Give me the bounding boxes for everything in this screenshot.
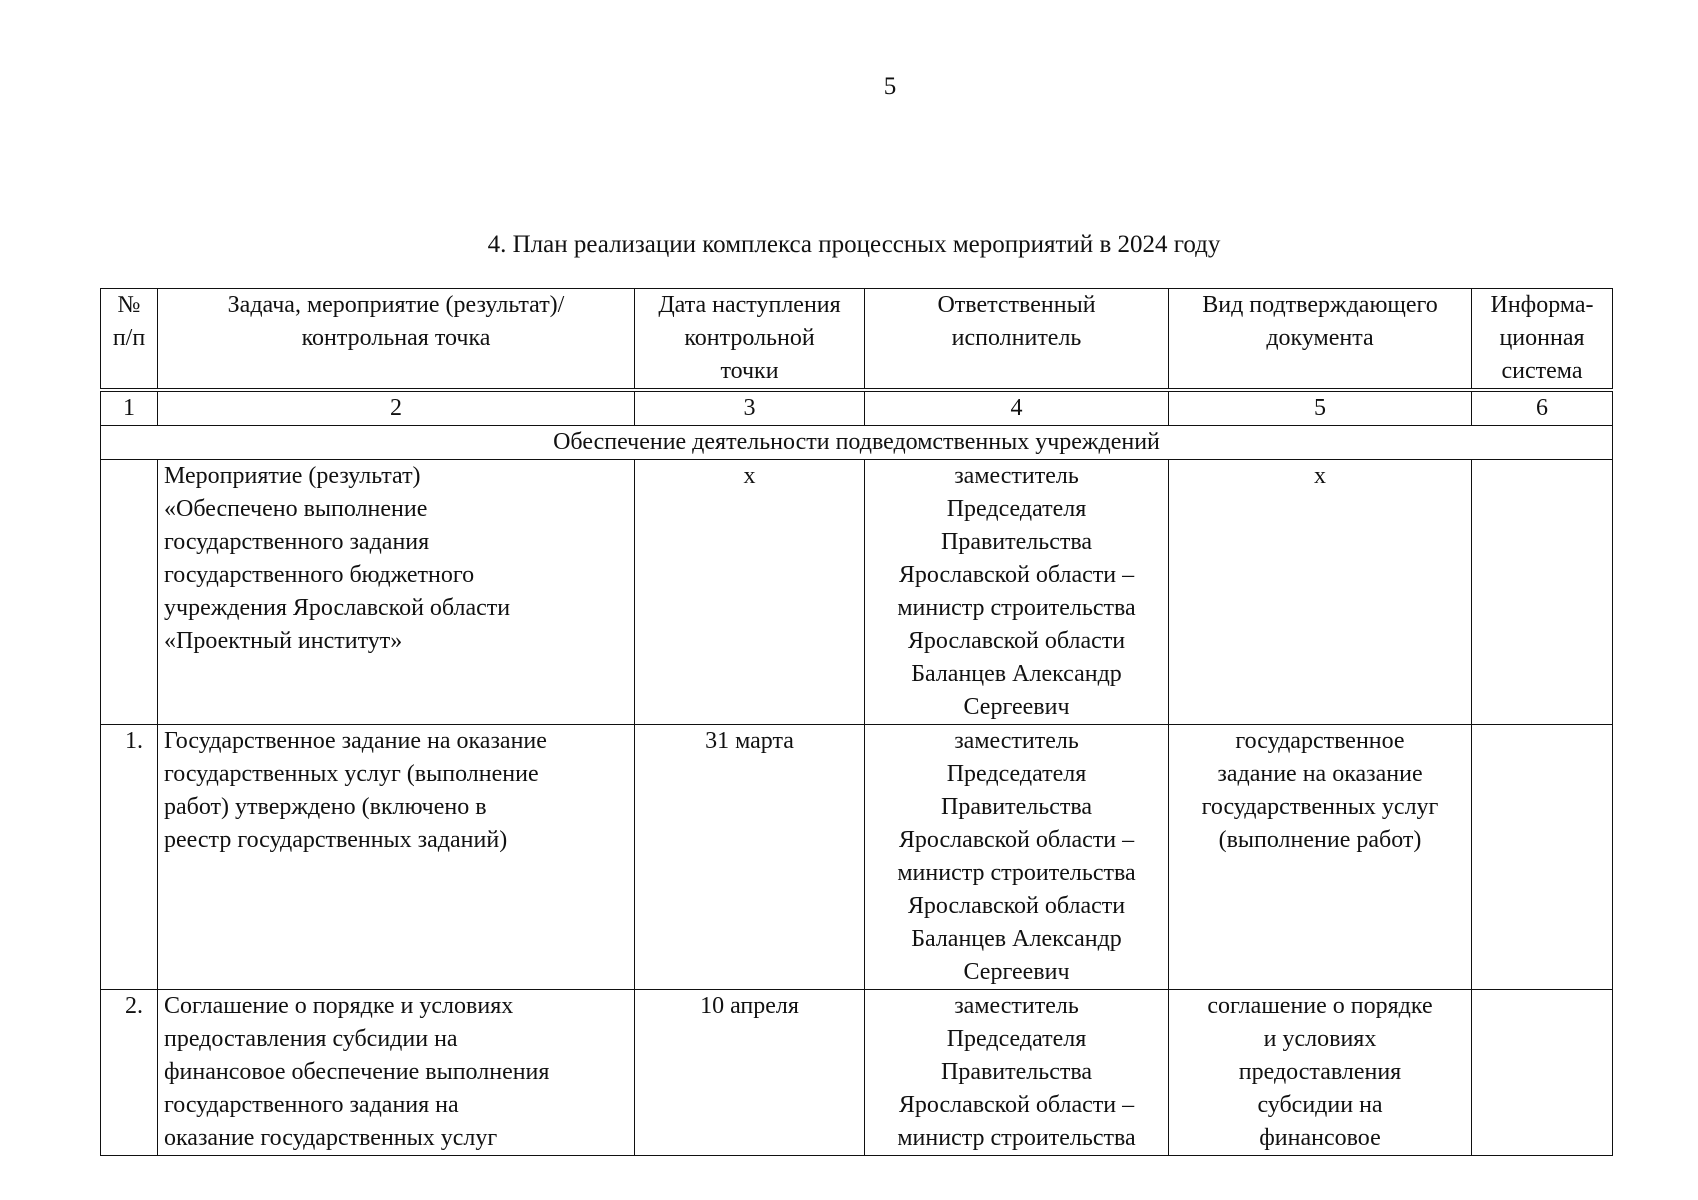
row-number [101,460,158,725]
row-system [1472,460,1613,725]
row-responsible: заместитель Председателя Правительства Ярославской области – министр строительства [865,990,1169,1156]
header-number: № п/п [101,289,158,391]
row-responsible: заместитель Председателя Правительства Ярославской области – министр строительства Ярославской области Баланцев Александр Сергеевич [865,725,1169,990]
row-date: 10 апреля [635,990,865,1156]
table-row [101,725,1613,990]
row-document: государственное задание на оказание государственных услуг (выполнение работ) [1169,725,1472,990]
column-number-row [101,390,1613,426]
header-date: Дата наступления контрольной точки [635,289,865,391]
page-number: 5 [883,73,897,100]
column-number: 1 [101,390,158,426]
row-date: х [635,460,865,725]
row-task: Мероприятие (результат) «Обеспечено выполнение государственного задания государственного бюджетного учреждения Ярославской области «Проектный институт» [158,460,635,725]
column-number: 5 [1169,390,1472,426]
row-task: Государственное задание на оказание государственных услуг (выполнение работ) утверждено (включено в реестр государственных заданий) [158,725,635,990]
column-number: 3 [635,390,865,426]
row-number: 1. [101,725,158,990]
section-title: 4. План реализации комплекса процессных мероприятий в 2024 году [487,231,1221,258]
column-number: 6 [1472,390,1613,426]
header-document: Вид подтверждающего документа [1169,289,1472,391]
section-row [101,426,1613,460]
table-row [101,990,1613,1156]
column-number: 4 [865,390,1169,426]
plan-table [100,288,1613,1156]
row-system [1472,990,1613,1156]
header-system: Информа- ционная система [1472,289,1613,391]
row-document: соглашение о порядке и условиях предоставления субсидии на финансовое [1169,990,1472,1156]
header-responsible: Ответственный исполнитель [865,289,1169,391]
table-header-row [101,289,1613,391]
row-number: 2. [101,990,158,1156]
row-system [1472,725,1613,990]
header-task: Задача, мероприятие (результат)/ контрольная точка [158,289,635,391]
section-label: Обеспечение деятельности подведомственных учреждений [101,426,1613,460]
column-number: 2 [158,390,635,426]
row-task: Соглашение о порядке и условиях предоставления субсидии на финансовое обеспечение выполнения государственного задания на оказание государственных услуг [158,990,635,1156]
row-document: х [1169,460,1472,725]
row-date: 31 марта [635,725,865,990]
row-responsible: заместитель Председателя Правительства Ярославской области – министр строительства Ярославской области Баланцев Александр Сергеевич [865,460,1169,725]
table-row [101,460,1613,725]
